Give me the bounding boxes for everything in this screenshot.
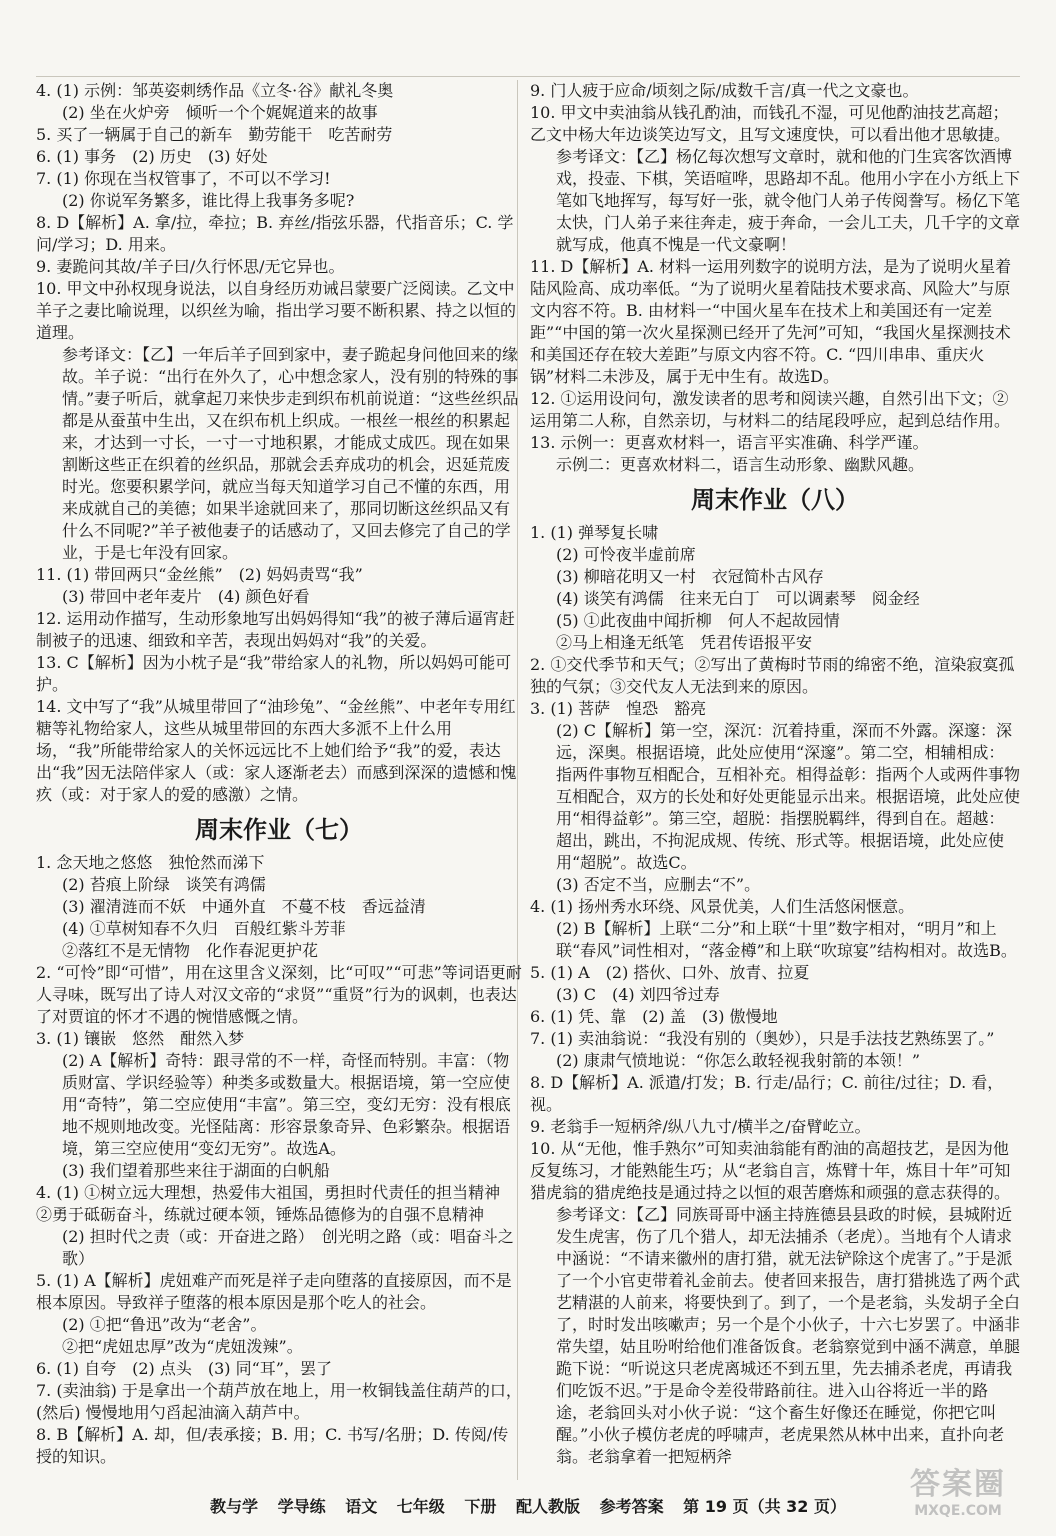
watermark-logo (888, 1468, 1028, 1528)
footer-volume: 下册 (464, 1497, 497, 1516)
answer-item: 12. ①运用设问句，激发读者的思考和阅读兴趣，自然引出下文；②运用第二人称，自然亲切，与材料二的结尾段呼应，起到总结作用。 (530, 389, 1011, 430)
section-title-eight: 周末作业（八） (691, 486, 859, 514)
answer-item: 3. (1) 镶嵌 悠然 酣然入梦 (36, 1029, 245, 1048)
answer-item: 6. (1) 自夸 (2) 点头 (3) 同“耳”，罢了 (36, 1359, 332, 1378)
answer-item: ②落红不是无情物 化作春泥更护花 (62, 941, 319, 960)
answer-item: 参考译文：【乙】一年后羊子回到家中，妻子跪起身问他回来的缘故。羊子说：“出行在外久了，心中想念家人，没有别的特殊的事情。”妻子听后，就拿起刀来快步走到织布机前说道：“这些丝织品都是从蚕茧中生出，又在织布机上织成。一根丝一根丝的积累起来，才达到一寸长，一寸一寸地积累，才能成丈成匹。现在如果割断这些正在织着的丝织品，那就会丢弃成功的机会，迟延荒废时光。您要积累学问，就应当每天知道学习自己不懂的东西，用来成就自己的美德；如果半途就回来了，那同切断这丝织品又有什么不同呢?”羊子被他妻子的话感动了，又回去修完了自己的学业，于是七年没有回家。 (62, 345, 519, 562)
answer-item: 8. D【解析】A. 拿/拉，牵拉；B. 弃丝/指弦乐器，代指音乐；C. 学问/学习；D. 用来。 (36, 213, 514, 254)
answer-item: 14. 文中写了“我”从城里带回了“油珍兔”、“金丝熊”、中老年专用红糖等礼物给家人，这些从城里带回的东西大多派不上什么用场，“我”所能带给家人的关怀远远比不上她们给予“我”的爱，表达出“我”因无法陪伴家人（或：家人逐渐老去）而感到深深的遗憾和愧疚（或：对于家人的爱的感激）之情。 (36, 697, 517, 804)
watermark-url: MXQE.COM (914, 1503, 1002, 1519)
answer-item: (2) 担时代之责（或：开奋进之路） 创光明之路（或：唱奋斗之歌） (62, 1227, 514, 1268)
answer-item: 10. 从“无他，惟手熟尔”可知卖油翁能有酌油的高超技艺，是因为他反复练习，才能熟能生巧；从“老翁自言，炼臂十年，炼目十年”可知猎虎翁的猎虎绝技是通过持之以恒的艰苦磨炼和顽强的意志获得的。 (530, 1139, 1011, 1202)
answer-item: 8. B【解析】A. 却，但/表承接；B. 用；C. 书写/名册；D. 传阅/传授的知识。 (36, 1425, 509, 1466)
answer-item: 10. 甲文中卖油翁从钱孔酌油，而钱孔不湿，可见他酌油技艺高超；乙文中杨大年边谈笑边写文，且写文速度快，可以看出他才思敏捷。 (530, 103, 1011, 144)
answer-item: 6. (1) 凭、靠 (2) 盖 (3) 傲慢地 (530, 1007, 778, 1026)
answer-item: 11. (1) 带回两只“金丝熊” (2) 妈妈责骂“我” (36, 565, 363, 584)
answer-item: 7. (卖油翁) 于是拿出一个葫芦放在地上，用一枚铜钱盖住葫芦的口，(然后) 慢慢地用勺舀起油滴入葫芦中。 (36, 1381, 522, 1422)
answer-item: 10. 甲文中孙权现身说法，以自身经历劝诫吕蒙要广泛阅读。乙文中羊子之妻比喻说理，以织丝为喻，指出学习要不断积累、持之以恒的道理。 (36, 279, 517, 342)
answer-item: 5. (1) A【解析】虎妞难产而死是祥子走向堕落的直接原因，而不是根本原因。导致祥子堕落的根本原因是那个吃人的社会。 (36, 1271, 512, 1312)
answer-item: 2. ①交代季节和天气；②写出了黄梅时节雨的绵密不绝，渲染寂寞孤独的气氛；③交代友人无法到来的原因。 (530, 655, 1015, 696)
answer-item: 5. 买了一辆属于自己的新车 勤劳能干 吃苦耐劳 (36, 125, 393, 144)
answer-item: 6. (1) 事务 (2) 历史 (3) 好处 (36, 147, 268, 166)
answer-item: (2) 你说军务繁多，谁比得上我事务多呢? (62, 191, 355, 210)
section-seven-answer-list (36, 852, 522, 1468)
answer-item: (2) 坐在火炉旁 倾听一个个娓娓道来的故事 (62, 103, 378, 122)
answer-item: (2) C【解析】第一空，深沉：沉着持重，深而不外露。深邃：深远，深奥。根据语境，此处应使用“深邃”。第二空，相辅相成：指两件事物互相配合，互相补充。相得益彰：指两个人或两件事物互相配合，双方的长处和好处更能显示出来。根据语境，此处应使用“相得益彰”。第三空，超脱：指摆脱羁绊，得到自在。超越：超出，跳出，不拘泥成规、传统、形式等。根据语境，此处应使用“超脱”。故选C。 (556, 721, 1021, 872)
answer-item: 参考译文：【乙】杨亿每次想写文章时，就和他的门生宾客饮酒博戏，投壶、下棋，笑语喧哗，思路却不乱。他用小字在小方纸上下笔如飞地挥写，每写好一张，就令他门人弟子传阅誊写。杨亿下笔太快，门人弟子来往奔走，疲于奔命，一会儿工夫，几千字的文章就写成，他真不愧是一代文豪啊！ (556, 147, 1021, 254)
footer-edition: 配人教版 (515, 1497, 580, 1516)
answer-item: 7. (1) 卖油翁说：“我没有别的（奥妙），只是手法技艺熟练罢了。” (530, 1029, 995, 1048)
answer-item: 4. (1) 示例：邹英姿刺绣作品《立冬·谷》献礼冬奥 (36, 81, 394, 100)
answer-item: 13. C【解析】因为小枕子是“我”带给家人的礼物，所以妈妈可能可护。 (36, 653, 512, 694)
answer-item: 3. (1) 菩萨 惶恐 豁亮 (530, 699, 707, 718)
answer-item: 4. (1) ①树立远大理想，热爱伟大祖国，勇担时代责任的担当精神 ②勇于砥砺奋斗，练就过硬本领，锤炼品德修为的自强不息精神 (36, 1183, 517, 1224)
answer-item: (4) 谈笑有鸿儒 往来无白丁 可以调素琴 阅金经 (556, 589, 920, 608)
answer-item: (3) 带回中老年麦片 (4) 颜色好看 (62, 587, 310, 606)
answer-item: (2) 康肃气愤地说：“你怎么敢轻视我射箭的本领！” (556, 1051, 921, 1070)
footer-grade: 七年级 (396, 1497, 445, 1516)
footer-section: 参考答案 (599, 1497, 664, 1516)
answer-item: ②马上相逢无纸笔 凭君传语报平安 (556, 633, 813, 652)
answer-item: (4) ①草树知春不久归 百般红紫斗芳菲 (62, 919, 346, 938)
answer-item: 12. 运用动作描写，生动形象地写出妈妈得知“我”的被子薄后逼宵赶制被子的迅速、细致和辛苦，表现出妈妈对“我”的关爱。 (36, 609, 515, 650)
answer-item: (2) 苔痕上阶绿 谈笑有鸿儒 (62, 875, 266, 894)
right-answer-list (530, 80, 1020, 476)
answer-item: 11. D【解析】A. 材料一运用列数字的说明方法，是为了说明火星着陆风险高、成功率低。“为了说明火星着陆技术要求高、风险大”与原文内容不符。B. 由材料一“中国火星车在技术上和美国还有一定差距”“中国的第一次火星探测已经开了先河”可知，“我国火星探测技术和美国还存在较大差距”与原文内容不符。C. “四川串串、重庆火锅”材料二未涉及，属于无中生有。故选D。 (530, 257, 1012, 386)
answer-item: (3) 我们望着那些来往于湖面的白帆船 (62, 1161, 330, 1180)
answer-item: (3) 否定不当，应删去“不”。 (556, 875, 761, 894)
footer-brand: 教与学 (210, 1497, 259, 1516)
answer-item: 13. 示例一：更喜欢材料一，语言平实准确、科学严谨。 (530, 433, 929, 452)
answer-item: (3) 柳暗花明又一村 衣冠简朴古风存 (556, 567, 824, 586)
answer-item: 1. (1) 弹琴复长啸 (530, 523, 659, 542)
answer-item: 示例二：更喜欢材料二，语言生动形象、幽默风趣。 (556, 455, 925, 474)
answer-item: ②把“虎妞忠厚”改为“虎妞泼辣”。 (62, 1337, 303, 1356)
answer-item: 9. 妻跪问其故/羊子曰/久行怀思/无它异也。 (36, 257, 345, 276)
answer-item: 5. (1) A (2) 搭伙、口外、放青、拉夏 (530, 963, 810, 982)
answer-item: (2) 可怜夜半虚前席 (556, 545, 696, 564)
answer-item: (2) ①把“鲁迅”改为“老舍”。 (62, 1315, 267, 1334)
left-column (36, 80, 522, 1468)
answer-item: 参考译文：【乙】同族哥哥中涵主持旌德县县政的时候，县城附近发生虎害，伤了几个猎人，却无法捕杀（老虎）。当地有个人请求中涵说：“不请来徽州的唐打猎，就无法铲除这个虎害了。”于是派了一个小官吏带着礼金前去。使者回来报告，唐打猎挑选了两个武艺精湛的人前来，将要快到了。到了，一个是老翁，头发胡子全白了，时时发出咳嗽声；另一个是个小伙子，十六七岁罢了。中涵非常失望，姑且吩咐给他们准备饭食。老翁察觉到中涵不满意，单腿跪下说：“听说这只老虎离城还不到五里，先去捕杀老虎，再请我们吃饭不迟。”于是命令差役带路前往。进入山谷将近一半的路途，老翁回头对小伙子说：“这个畜生好像还在睡觉，你把它叫醒。”小伙子模仿老虎的呼啸声，老虎果然从林中出来，直扑向老翁。老翁拿着一把短柄斧 (556, 1205, 1021, 1466)
answer-item: 1. 念天地之悠悠 独怆然而涕下 (36, 853, 265, 872)
answer-item: (3) C (4) 刘四爷过寿 (556, 985, 720, 1004)
answer-item: 2. “可怜”即“可惜”，用在这里含义深刻，比“可叹”“可悲”等词语更耐人寻味，既写出了诗人对汉文帝的“求贤”“重贤”行为的讽刺，也表达了对贾谊的怀才不遇的惋惜感慨之情。 (36, 963, 522, 1026)
footer-page-number: 第 19 页（共 32 页） (683, 1497, 846, 1516)
answer-item: 4. (1) 扬州秀水环绕、风景优美，人们生活悠闲惬意。 (530, 897, 915, 916)
answer-item: (2) A【解析】奇特：跟寻常的不一样，奇怪而特别。丰富：（物质财富、学识经验等）种类多或数量大。根据语境，第一空应使用“奇特”，第二空应使用“丰富”。第三空，变幻无穷：没有根底地不规则地改变。光怪陆离：形容景象奇异、色彩繁杂。根据语境，第三空应使用“变幻无穷”。故选A。 (62, 1051, 511, 1158)
answer-item: (2) B【解析】上联“二分”和上联“十里”数字相对，“明月”和上联“春风”词性相对，“落金樽”和上联“吹琼宴”结构相对。故选B。 (556, 919, 1017, 960)
answer-item: 8. D【解析】A. 派遣/打发；B. 行走/品行；C. 前往/过往；D. 看，视。 (530, 1073, 1004, 1114)
watermark-logo-text: 答案圈 (910, 1467, 1006, 1502)
answer-item: (3) 濯清涟而不妖 中通外直 不蔓不枝 香远益清 (62, 897, 426, 916)
left-answer-list (36, 80, 522, 806)
footer-subject: 语文 (345, 1497, 378, 1516)
section-title-seven: 周末作业（七） (195, 816, 363, 844)
section-eight-answer-list (530, 522, 1020, 1468)
answer-item: 7. (1) 你现在当权管事了，不可以不学习! (36, 169, 331, 188)
top-rule (36, 76, 1020, 77)
answer-item: 9. 老翁手一短柄斧/纵八九寸/横半之/奋臂屹立。 (530, 1117, 871, 1136)
answer-item: 9. 门人疲于应命/顷刻之际/成数千言/真一代之文豪也。 (530, 81, 919, 100)
answer-item: (5) ①此夜曲中闻折柳 何人不起故园情 (556, 611, 840, 630)
footer-series: 学导练 (277, 1497, 326, 1516)
right-column (530, 80, 1020, 1468)
